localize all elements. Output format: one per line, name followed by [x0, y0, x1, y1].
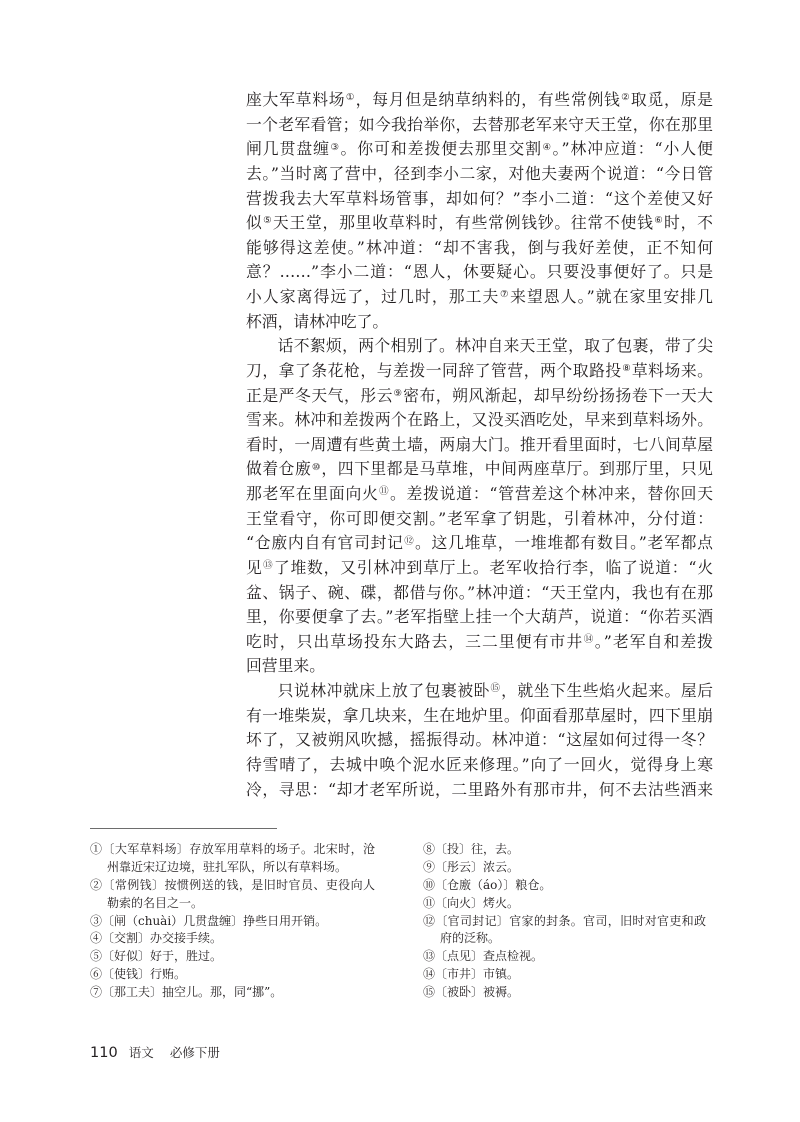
footnote-ref: ⑧ [622, 363, 632, 375]
footnote-ref: ② [621, 92, 631, 104]
footnote [90, 966, 375, 984]
text-line: 闸几贯盘缠③。你可和差拨便去那里交割④。”林冲应道：“小人便 [246, 139, 713, 159]
footnote-line: ⑮〔被卧〕被褥。 [423, 985, 520, 1000]
footnotes-right-column [423, 841, 706, 1002]
footnote-line: ⑪〔向火〕烤火。 [423, 895, 520, 910]
paragraph [246, 88, 713, 334]
text-line: 里，你要便拿了去。”老军指壁上挂一个大葫芦，说道：“你若买酒 [246, 607, 713, 627]
footnote-ref: ④ [542, 141, 553, 153]
footnote-ref: ⑭ [583, 634, 595, 645]
footnote [423, 841, 706, 859]
footnote [423, 859, 706, 877]
text-line: 吃时，只出草场投东大路去，三二里便有市井⑭。”老军自和差拨 [246, 631, 713, 651]
footnotes-left-column [90, 841, 375, 1002]
text-line: 回营里来。 [246, 656, 325, 676]
footnote-ref: ⑫ [404, 535, 415, 547]
main-text [246, 88, 713, 802]
paragraph [246, 679, 713, 802]
footnote-line: ⑨〔彤云〕浓云。 [423, 859, 520, 874]
footnote-ref: ⑨ [393, 387, 403, 399]
footnote-ref: ⑩ [311, 461, 321, 473]
footnote-ref: ⑦ [499, 289, 510, 301]
footnote-line: ⑫〔官司封记〕官家的封条。官司，旧时对官吏和政 [423, 913, 706, 928]
subject-label: 语文 [128, 1045, 154, 1060]
text-line: 盆、锅子、碗、碟，都借与你。”林冲道：“天王堂内，我也有在那 [246, 582, 713, 602]
footnote [90, 930, 375, 948]
text-line: 去。”当时离了营中，径到李小二家，对他夫妻两个说道：“今日管 [246, 163, 713, 183]
text-line: 王堂看守，你可即便交割。”老军拿了钥匙，引着林冲，分付道： [246, 508, 713, 528]
text-line: 只说林冲就床上放了包裹被卧⑮，就坐下生些焰火起来。屋后 [277, 681, 713, 700]
footnote-line: 勒索的名目之一。 [107, 895, 204, 910]
footnote [423, 913, 706, 949]
text-line: 见⑬了堆数，又引林冲到草厅上。老军收拾行李，临了说道：“火 [246, 557, 713, 577]
footnote-ref: ⑥ [654, 215, 664, 227]
footnote-line: ①〔大军草料场〕存放军用草料的场子。北宋时，沧 [90, 842, 375, 856]
text-line: 能够得这差使。”林冲道：“却不害我，倒与我好差使，正不知何 [246, 237, 713, 257]
footnote-ref: ⑬ [263, 560, 274, 572]
footnote-line: ④〔交割〕办交接手续。 [90, 931, 223, 946]
footnote-line: ②〔常例钱〕按惯例送的钱，是旧时官员、吏役向人 [90, 877, 375, 892]
text-line: “仓廒内自有官司封记⑫。这几堆草，一堆堆都有数目。”老军都点 [246, 533, 713, 553]
footnote-ref: ⑮ [490, 683, 501, 695]
text-line: 话不絮烦，两个相别了。林冲自来天王堂，取了包裹，带了尖 [277, 336, 713, 356]
footnote-ref: ③ [330, 141, 340, 153]
text-line: 做着仓廒⑩，四下里都是马草堆，中间两座草厅。到那厅里，只见 [246, 459, 713, 479]
text-line: 座大军草料场①，每月但是纳草纳料的，有些常例钱②取觅，原是 [246, 90, 713, 109]
footnote-line: ⑬〔点见〕查点检视。 [423, 949, 544, 964]
footnote-line: ⑦〔那工夫〕抽空儿。那，同“挪”。 [90, 985, 283, 1000]
text-line: 坏了，又被朔风吹撼，摇振得动。林冲道：“这屋如何过得一冬？ [246, 730, 713, 750]
footnote-line: ⑭〔市井〕市镇。 [423, 967, 520, 982]
footnote-line: ⑤〔好似〕好于，胜过。 [90, 949, 223, 964]
text-line: 有一堆柴炭，拿几块来，生在地炉里。仰面看那草屋时，四下里崩 [246, 705, 713, 725]
footnote [423, 984, 706, 1002]
volume-label: 必修下册 [169, 1045, 220, 1060]
text-line: 一个老军看管；如今我抬举你，去替那老军来守天王堂，你在那里 [246, 114, 713, 134]
footnote [423, 948, 706, 966]
text-line: 杯酒，请林冲吃了。 [246, 311, 389, 331]
footnote-ref: ⑤ [263, 215, 273, 227]
text-line: 小人家离得远了，过几时，那工夫⑦来望恩人。”就在家里安排几 [246, 287, 713, 306]
footnote [90, 877, 375, 913]
text-line: 待雪晴了，去城中唤个泥水匠来修理。”向了一回火，觉得身上寒 [246, 754, 713, 774]
footnote-line: 州靠近宋辽边境，驻扎军队，所以有草料场。 [107, 859, 348, 874]
footnote-line: ⑩〔仓廒（áo）〕粮仓。 [423, 877, 552, 892]
footnote [90, 841, 375, 877]
footnote-divider [90, 828, 277, 829]
footnote [90, 948, 375, 966]
footnote [90, 913, 375, 931]
footnote-line: 府的泛称。 [440, 931, 501, 946]
text-line: 似⑤天王堂，那里收草料时，有些常例钱钞。往常不使钱⑥时，不 [246, 213, 713, 233]
footnote [423, 966, 706, 984]
footnote-line: ⑥〔使钱〕行贿。 [90, 967, 187, 982]
footnote-line: ③〔闸（chuài）几贯盘缠〕挣些日用开销。 [90, 913, 328, 928]
footnote-ref: ① [345, 92, 356, 104]
text-line: 冷，寻思：“却才老军所说，二里路外有那市井，何不去沽些酒来 [246, 779, 713, 799]
text-line: 雪来。林冲和差拨两个在路上，又没买酒吃处，早来到草料场外。 [246, 410, 713, 430]
text-line: 正是严冬天气，彤云⑨密布，朔风渐起，却早纷纷扬扬卷下一天大 [246, 385, 713, 405]
footnote-ref: ⑪ [379, 486, 390, 498]
text-line: 营拨我去大军草料场管事，却如何？”李小二道：“这个差使又好 [246, 188, 713, 208]
page-footer [90, 1041, 220, 1063]
text-line: 刀，拿了条花枪，与差拨一同辞了管营，两个取路投⑧草料场来。 [246, 360, 713, 380]
footnote [90, 984, 375, 1002]
text-line: 看时，一周遭有些黄土墙，两扇大门。推开看里面时，七八间草屋 [246, 434, 713, 454]
paragraph [246, 334, 713, 679]
text-line: 意？……”李小二道：“恩人，休要疑心。只要没事便好了。只是 [246, 262, 713, 282]
footnote-line: ⑧〔投〕往，去。 [423, 842, 520, 856]
footnote [423, 895, 706, 913]
footnote [423, 877, 706, 895]
page-number: 110 [90, 1045, 118, 1061]
text-line: 那老军在里面向火⑪。差拨说道：“管营差这个林冲来，替你回天 [246, 484, 713, 503]
